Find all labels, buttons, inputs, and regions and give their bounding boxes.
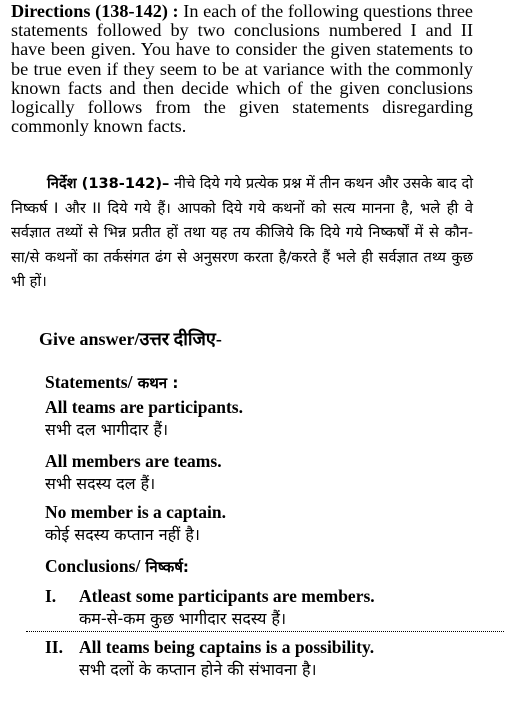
conclusions-heading-en: Conclusions/ xyxy=(45,556,141,576)
conclusion-2-number: II. xyxy=(45,637,63,657)
directions-english xyxy=(11,2,473,136)
conclusion-1 xyxy=(79,585,504,631)
statements-heading-hi: कथन : xyxy=(132,374,179,392)
statement-1-hi: सभी दल भागीदार हैं। xyxy=(45,420,169,439)
statements-heading-en: Statements/ xyxy=(45,372,133,392)
statement-2 xyxy=(45,450,485,496)
conclusions-heading xyxy=(45,555,485,579)
directions-text-en: In each of the following questions three statements followed by two conclusions numbered I and II have been given. You have to consider the given statements to be true even if they seem to be at variance with the commonly known facts and then decide which of the given conclusions logically follows from the given statements disregarding commonly known facts. xyxy=(11,1,473,137)
conclusion-2-en: All teams being captains is a possibility. xyxy=(79,637,375,657)
statement-3 xyxy=(45,501,485,547)
directions-hindi xyxy=(11,172,473,295)
statement-3-hi: कोई सदस्य कप्तान नहीं है। xyxy=(45,525,200,544)
conclusion-1-en: Atleast some participants are members. xyxy=(79,586,375,606)
conclusion-1-number: I. xyxy=(45,586,57,606)
statement-1-en: All teams are participants. xyxy=(45,397,243,417)
divider xyxy=(26,631,504,632)
statement-2-en: All members are teams. xyxy=(45,451,222,471)
conclusion-2-hi: सभी दलों के कप्तान होने की संभावना है। xyxy=(79,660,317,679)
statement-1 xyxy=(45,396,485,442)
directions-heading-en: Directions (138-142) : xyxy=(11,1,179,21)
statement-3-en: No member is a captain. xyxy=(45,502,226,522)
statements-heading xyxy=(45,371,485,395)
give-answer-label: Give answer/उत्तर दीजिए- xyxy=(39,329,222,349)
conclusion-2 xyxy=(79,636,504,682)
directions-heading-hi: निर्देश (138-142)– xyxy=(47,175,170,192)
conclusion-1-hi: कम-से-कम कुछ भागीदार सदस्य हैं। xyxy=(79,609,287,628)
directions-text-hi: नीचे दिये गये प्रत्येक प्रश्न में तीन कथन और उसके बाद दो निष्कर्ष I और II दिये गये हैं। आपको दिये गये कथनों को सत्य मानना है, भले ही वे सर्वज्ञात तथ्यों से भिन्न प्रतीत हों तथा यह तय कीजिये कि दिये गये निष्कर्षों में से कौन-सा/से कथनों का तर्कसंगत ढंग से अनुसरण करता है/करते हैं भले ही सर्वज्ञात तथ्य कुछ भी हों। xyxy=(11,175,473,291)
conclusions-heading-hi: निष्कर्ष: xyxy=(140,558,189,576)
statement-2-hi: सभी सदस्य दल हैं। xyxy=(45,474,156,493)
